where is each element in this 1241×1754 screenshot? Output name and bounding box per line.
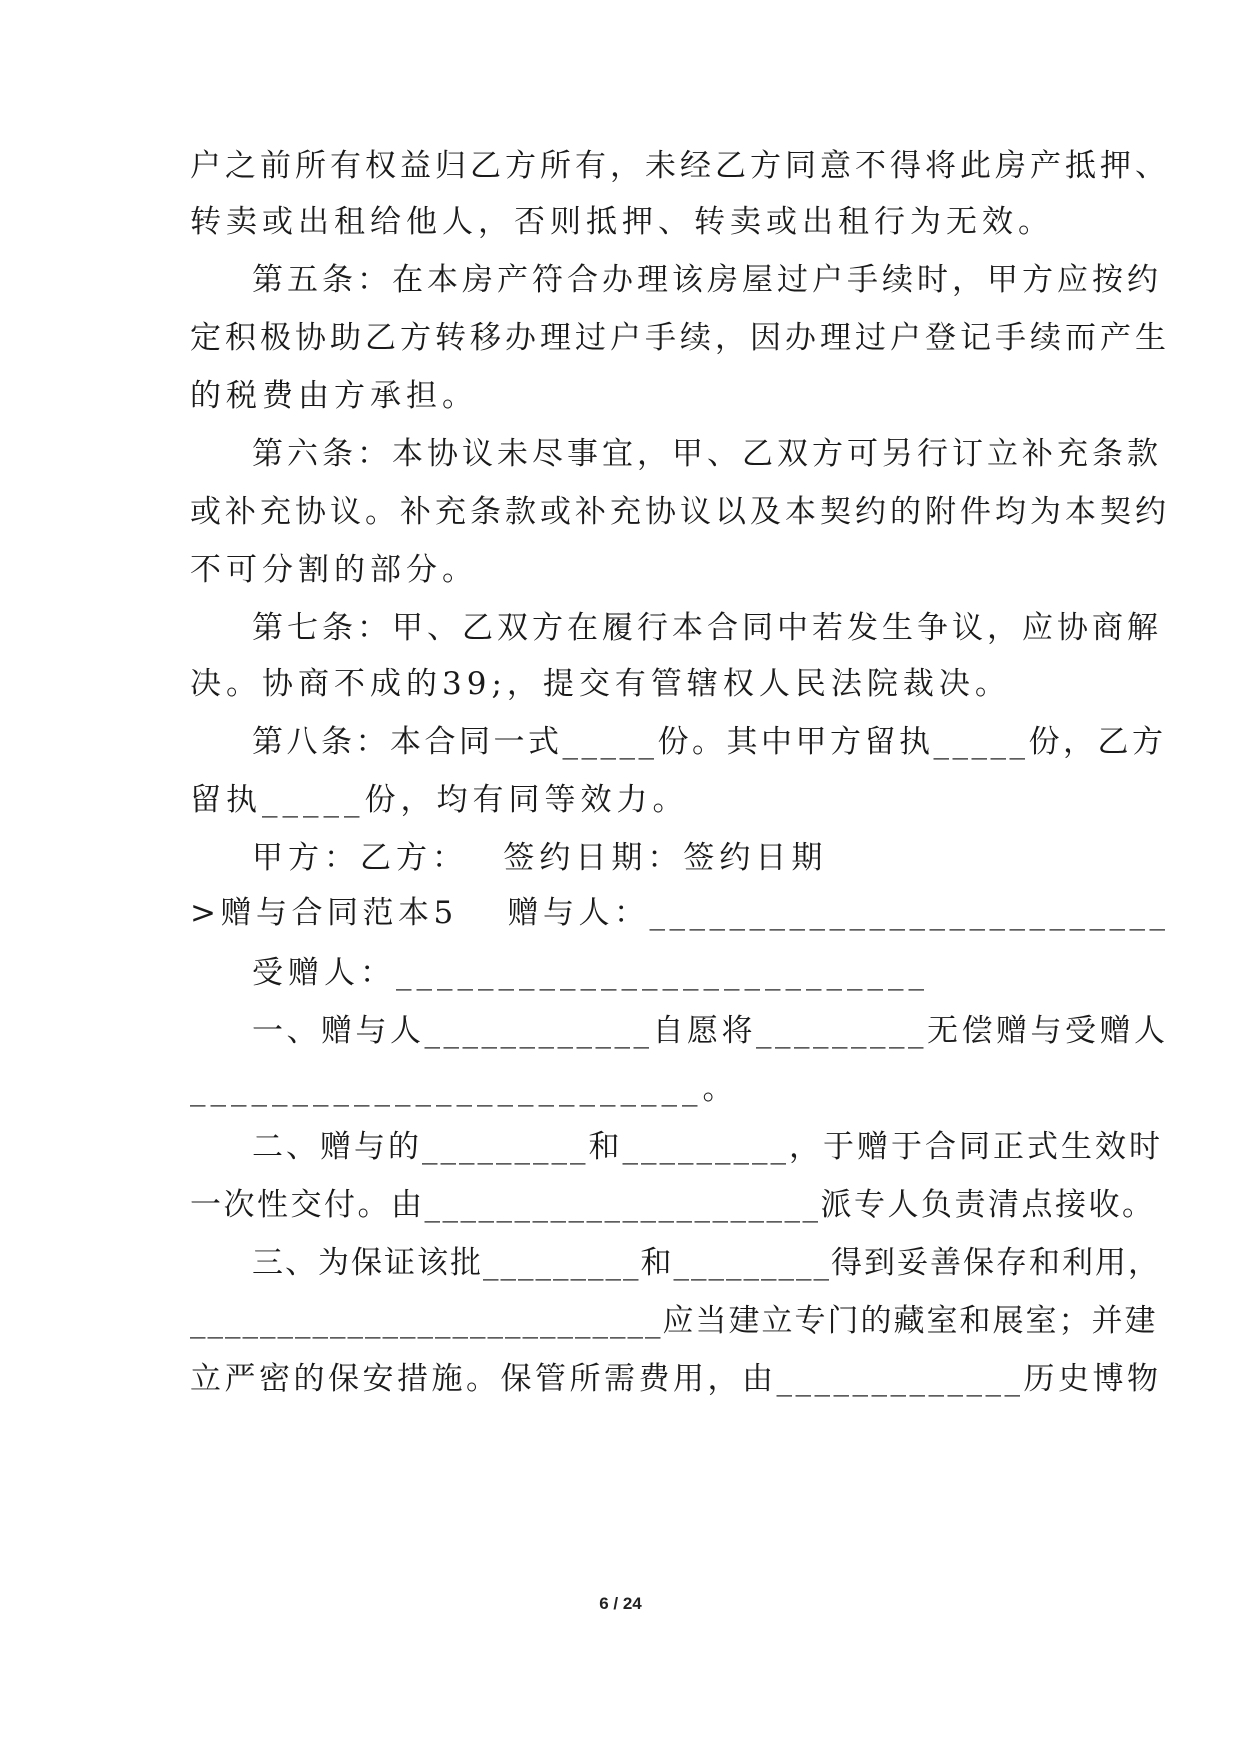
text-line: 决。协商不成的39;，提交有管辖权人民法院裁决。 [190,666,1011,702]
clause-1-line: 一、赠与人____________自愿将_________无偿赠与受赠人 [252,1013,1169,1049]
clause-2-line: 二、赠与的_________和_________，于赠于合同正式生效时 [252,1129,1163,1165]
text-line: ___________________________应当建立专门的藏室和展室；并建 [190,1303,1158,1339]
text-line: _________________________。 [190,1071,739,1107]
text-line: 留执_____份，均有同等效力。 [190,782,689,818]
text-line: 户之前所有权益归乙方所有，未经乙方同意不得将此房产抵押、 [190,148,1170,184]
article-5-heading-line: 第五条：在本房产符合办理该房屋过户手续时，甲方应按约 [252,262,1162,298]
text-line: 定积极协助乙方转移办理过户手续，因办理过户登记手续而产生 [190,320,1170,356]
text-line: 不可分割的部分。 [190,552,478,588]
clause-3-line: 三、为保证该批_________和_________得到妥善保存和利用， [252,1245,1161,1281]
article-7-heading-line: 第七条：甲、乙双方在履行本合同中若发生争议，应协商解 [252,610,1162,646]
text-line: 的税费由方承担。 [190,378,478,414]
article-8-heading-line: 第八条：本合同一式_____份。其中甲方留执_____份，乙方 [252,724,1167,760]
signature-line: 甲方：乙方： 签约日期：签约日期 [252,840,828,876]
text-line: 一次性交付。由______________________派专人负责清点接收。 [190,1187,1156,1223]
page-number: 6 / 24 [599,1594,642,1613]
text-line: 转卖或出租给他人，否则抵押、转卖或出租行为无效。 [190,204,1054,240]
text-line: 或补充协议。补充条款或补充协议以及本契约的附件均为本契约 [190,494,1170,530]
article-6-heading-line: 第六条：本协议未尽事宜，甲、乙双方可另行订立补充条款 [252,436,1162,472]
template-title-line: >赠与合同范本5 赠与人：__________________________ [190,895,1170,931]
donee-line: 受赠人：__________________________ [252,955,929,991]
text-line: 立严密的保安措施。保管所需费用，由_____________历史博物 [190,1361,1162,1397]
